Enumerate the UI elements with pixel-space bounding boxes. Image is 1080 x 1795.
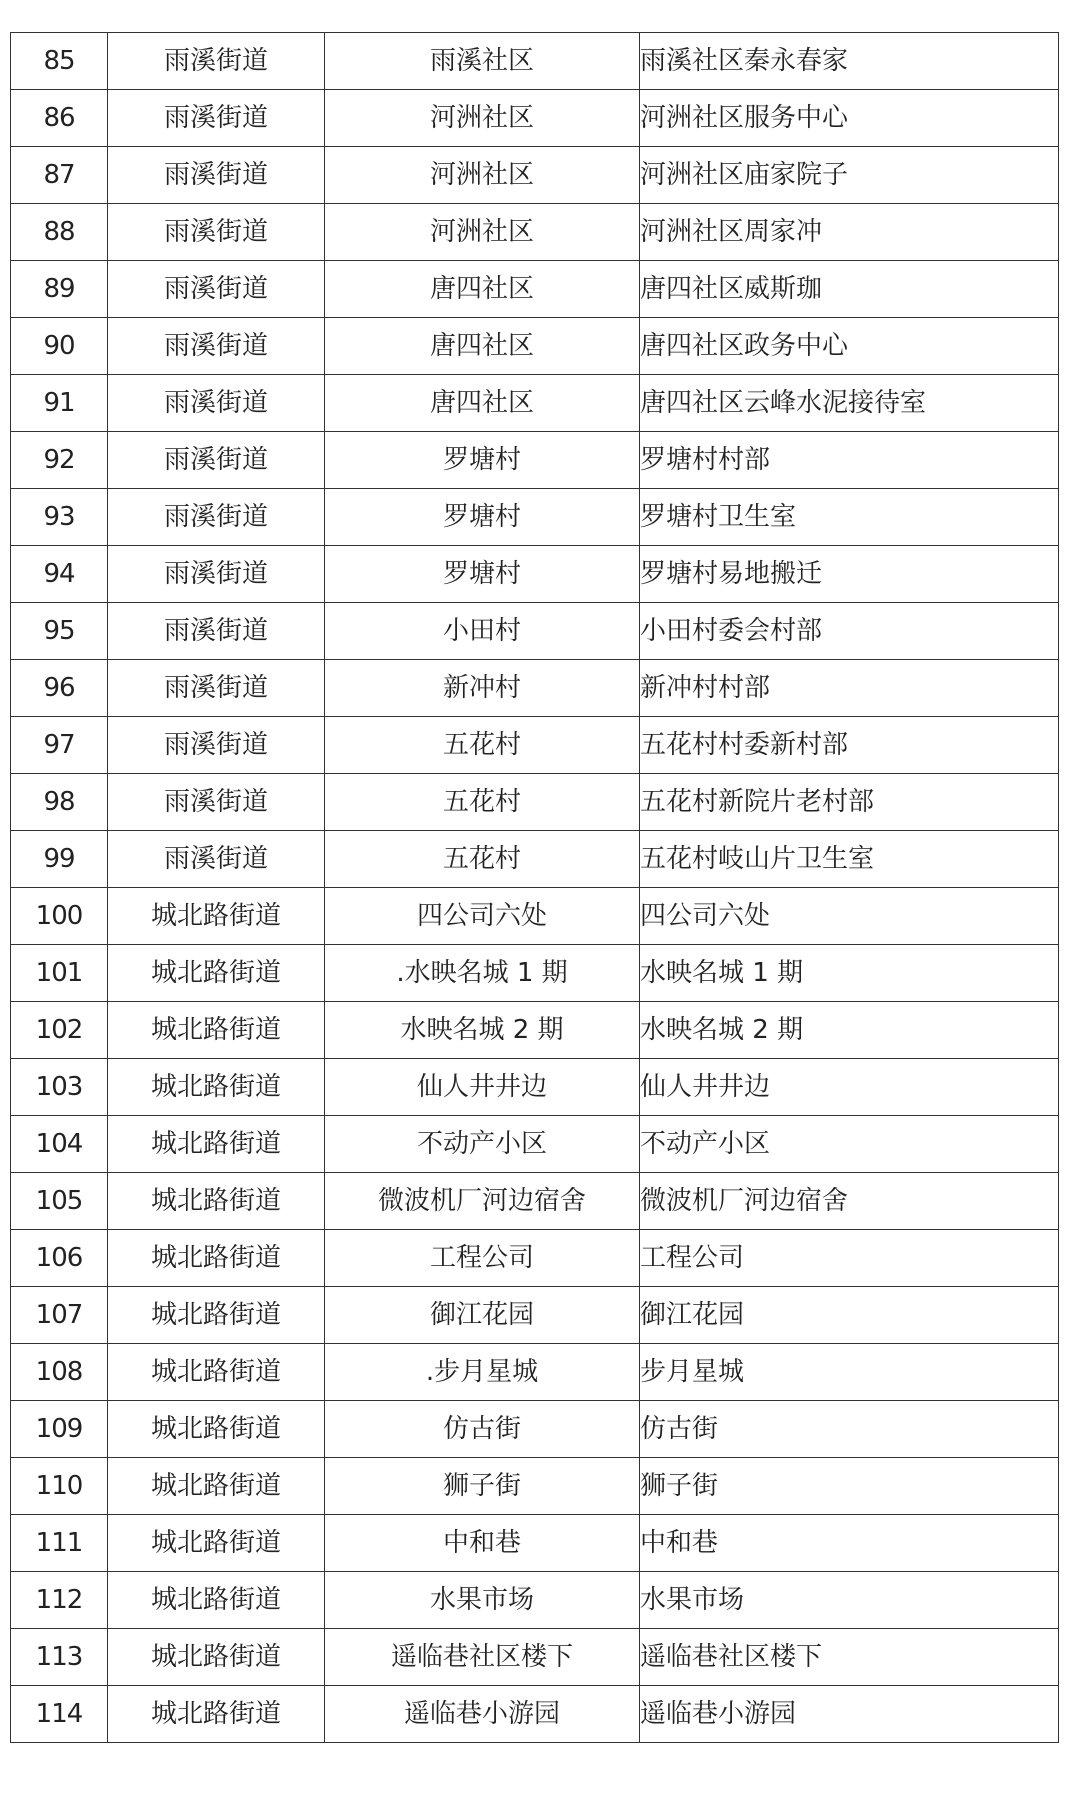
community-cell: 狮子街 bbox=[325, 1458, 640, 1515]
location-cell: 小田村委会村部 bbox=[640, 603, 1059, 660]
row-number-cell: 114 bbox=[11, 1686, 108, 1743]
table-row bbox=[11, 261, 1059, 318]
table-row bbox=[11, 831, 1059, 888]
community-cell: 罗塘村 bbox=[325, 432, 640, 489]
street-cell: 雨溪街道 bbox=[108, 546, 325, 603]
community-cell: 五花村 bbox=[325, 717, 640, 774]
table-row bbox=[11, 1572, 1059, 1629]
location-cell: 仿古街 bbox=[640, 1401, 1059, 1458]
table-row bbox=[11, 774, 1059, 831]
row-number-cell: 103 bbox=[11, 1059, 108, 1116]
street-cell: 城北路街道 bbox=[108, 1686, 325, 1743]
street-cell: 雨溪街道 bbox=[108, 204, 325, 261]
location-cell: 四公司六处 bbox=[640, 888, 1059, 945]
street-cell: 城北路街道 bbox=[108, 1401, 325, 1458]
street-cell: 城北路街道 bbox=[108, 1230, 325, 1287]
row-number-cell: 110 bbox=[11, 1458, 108, 1515]
row-number-cell: 93 bbox=[11, 489, 108, 546]
row-number-cell: 88 bbox=[11, 204, 108, 261]
row-number-cell: 95 bbox=[11, 603, 108, 660]
row-number-cell: 104 bbox=[11, 1116, 108, 1173]
row-number-cell: 100 bbox=[11, 888, 108, 945]
location-cell: 水映名城 1 期 bbox=[640, 945, 1059, 1002]
row-number-cell: 92 bbox=[11, 432, 108, 489]
street-cell: 雨溪街道 bbox=[108, 489, 325, 546]
street-cell: 雨溪街道 bbox=[108, 147, 325, 204]
street-cell: 城北路街道 bbox=[108, 1344, 325, 1401]
community-cell: 唐四社区 bbox=[325, 318, 640, 375]
community-cell: 御江花园 bbox=[325, 1287, 640, 1344]
location-cell: 仙人井井边 bbox=[640, 1059, 1059, 1116]
street-cell: 雨溪街道 bbox=[108, 660, 325, 717]
location-cell: 唐四社区云峰水泥接待室 bbox=[640, 375, 1059, 432]
community-cell: 五花村 bbox=[325, 774, 640, 831]
location-cell: 罗塘村村部 bbox=[640, 432, 1059, 489]
row-number-cell: 102 bbox=[11, 1002, 108, 1059]
street-cell: 城北路街道 bbox=[108, 1629, 325, 1686]
location-cell: 河洲社区周家冲 bbox=[640, 204, 1059, 261]
community-cell: 仙人井井边 bbox=[325, 1059, 640, 1116]
street-cell: 雨溪街道 bbox=[108, 33, 325, 90]
location-cell: 遥临巷小游园 bbox=[640, 1686, 1059, 1743]
table-row bbox=[11, 90, 1059, 147]
location-cell: 河洲社区庙家院子 bbox=[640, 147, 1059, 204]
location-cell: 不动产小区 bbox=[640, 1116, 1059, 1173]
row-number-cell: 112 bbox=[11, 1572, 108, 1629]
street-cell: 雨溪街道 bbox=[108, 432, 325, 489]
row-number-cell: 98 bbox=[11, 774, 108, 831]
community-cell: 河洲社区 bbox=[325, 90, 640, 147]
table-row bbox=[11, 204, 1059, 261]
table-row bbox=[11, 1002, 1059, 1059]
table-row bbox=[11, 888, 1059, 945]
street-cell: 城北路街道 bbox=[108, 1059, 325, 1116]
row-number-cell: 109 bbox=[11, 1401, 108, 1458]
community-cell: 河洲社区 bbox=[325, 204, 640, 261]
community-cell: 唐四社区 bbox=[325, 261, 640, 318]
location-cell: 唐四社区威斯珈 bbox=[640, 261, 1059, 318]
community-cell: 唐四社区 bbox=[325, 375, 640, 432]
community-cell: 小田村 bbox=[325, 603, 640, 660]
street-cell: 雨溪街道 bbox=[108, 318, 325, 375]
table-row bbox=[11, 945, 1059, 1002]
street-cell: 城北路街道 bbox=[108, 1002, 325, 1059]
row-number-cell: 107 bbox=[11, 1287, 108, 1344]
row-number-cell: 113 bbox=[11, 1629, 108, 1686]
location-cell: 罗塘村卫生室 bbox=[640, 489, 1059, 546]
location-cell: 唐四社区政务中心 bbox=[640, 318, 1059, 375]
location-cell: 狮子街 bbox=[640, 1458, 1059, 1515]
location-table bbox=[10, 32, 1059, 1743]
community-cell: 微波机厂河边宿舍 bbox=[325, 1173, 640, 1230]
community-cell: 水映名城 2 期 bbox=[325, 1002, 640, 1059]
community-cell: 中和巷 bbox=[325, 1515, 640, 1572]
community-cell: 仿古街 bbox=[325, 1401, 640, 1458]
table-row bbox=[11, 1515, 1059, 1572]
community-cell: 水果市场 bbox=[325, 1572, 640, 1629]
location-cell: 微波机厂河边宿舍 bbox=[640, 1173, 1059, 1230]
community-cell: 不动产小区 bbox=[325, 1116, 640, 1173]
location-cell: 御江花园 bbox=[640, 1287, 1059, 1344]
row-number-cell: 97 bbox=[11, 717, 108, 774]
row-number-cell: 86 bbox=[11, 90, 108, 147]
community-cell: .步月星城 bbox=[325, 1344, 640, 1401]
location-cell: 新冲村村部 bbox=[640, 660, 1059, 717]
table-row bbox=[11, 33, 1059, 90]
location-cell: 中和巷 bbox=[640, 1515, 1059, 1572]
table-row bbox=[11, 318, 1059, 375]
table-row bbox=[11, 1116, 1059, 1173]
location-cell: 步月星城 bbox=[640, 1344, 1059, 1401]
row-number-cell: 99 bbox=[11, 831, 108, 888]
location-cell: 工程公司 bbox=[640, 1230, 1059, 1287]
row-number-cell: 87 bbox=[11, 147, 108, 204]
row-number-cell: 85 bbox=[11, 33, 108, 90]
table-row bbox=[11, 1344, 1059, 1401]
street-cell: 城北路街道 bbox=[108, 888, 325, 945]
location-cell: 罗塘村易地搬迁 bbox=[640, 546, 1059, 603]
table-row bbox=[11, 1287, 1059, 1344]
location-cell: 五花村村委新村部 bbox=[640, 717, 1059, 774]
row-number-cell: 94 bbox=[11, 546, 108, 603]
street-cell: 城北路街道 bbox=[108, 945, 325, 1002]
street-cell: 雨溪街道 bbox=[108, 375, 325, 432]
table-row bbox=[11, 717, 1059, 774]
community-cell: 河洲社区 bbox=[325, 147, 640, 204]
community-cell: 遥临巷社区楼下 bbox=[325, 1629, 640, 1686]
street-cell: 雨溪街道 bbox=[108, 261, 325, 318]
community-cell: 五花村 bbox=[325, 831, 640, 888]
community-cell: 工程公司 bbox=[325, 1230, 640, 1287]
street-cell: 城北路街道 bbox=[108, 1116, 325, 1173]
table-row bbox=[11, 603, 1059, 660]
row-number-cell: 90 bbox=[11, 318, 108, 375]
location-cell: 水果市场 bbox=[640, 1572, 1059, 1629]
street-cell: 城北路街道 bbox=[108, 1458, 325, 1515]
community-cell: 罗塘村 bbox=[325, 546, 640, 603]
location-cell: 五花村新院片老村部 bbox=[640, 774, 1059, 831]
table-row bbox=[11, 1686, 1059, 1743]
table-row bbox=[11, 1629, 1059, 1686]
table-body bbox=[11, 33, 1059, 1743]
row-number-cell: 89 bbox=[11, 261, 108, 318]
community-cell: 新冲村 bbox=[325, 660, 640, 717]
street-cell: 雨溪街道 bbox=[108, 603, 325, 660]
location-cell: 五花村岐山片卫生室 bbox=[640, 831, 1059, 888]
table-row bbox=[11, 1401, 1059, 1458]
community-cell: .水映名城 1 期 bbox=[325, 945, 640, 1002]
community-cell: 雨溪社区 bbox=[325, 33, 640, 90]
community-cell: 四公司六处 bbox=[325, 888, 640, 945]
community-cell: 遥临巷小游园 bbox=[325, 1686, 640, 1743]
table-row bbox=[11, 375, 1059, 432]
table-row bbox=[11, 1230, 1059, 1287]
street-cell: 雨溪街道 bbox=[108, 774, 325, 831]
table-row bbox=[11, 1173, 1059, 1230]
community-cell: 罗塘村 bbox=[325, 489, 640, 546]
table-row bbox=[11, 1458, 1059, 1515]
row-number-cell: 105 bbox=[11, 1173, 108, 1230]
location-cell: 雨溪社区秦永春家 bbox=[640, 33, 1059, 90]
table-row bbox=[11, 546, 1059, 603]
row-number-cell: 91 bbox=[11, 375, 108, 432]
table-row bbox=[11, 660, 1059, 717]
table-row bbox=[11, 489, 1059, 546]
row-number-cell: 96 bbox=[11, 660, 108, 717]
location-cell: 河洲社区服务中心 bbox=[640, 90, 1059, 147]
location-cell: 水映名城 2 期 bbox=[640, 1002, 1059, 1059]
row-number-cell: 101 bbox=[11, 945, 108, 1002]
street-cell: 雨溪街道 bbox=[108, 831, 325, 888]
row-number-cell: 106 bbox=[11, 1230, 108, 1287]
street-cell: 雨溪街道 bbox=[108, 717, 325, 774]
row-number-cell: 108 bbox=[11, 1344, 108, 1401]
street-cell: 城北路街道 bbox=[108, 1572, 325, 1629]
location-cell: 遥临巷社区楼下 bbox=[640, 1629, 1059, 1686]
row-number-cell: 111 bbox=[11, 1515, 108, 1572]
street-cell: 雨溪街道 bbox=[108, 90, 325, 147]
street-cell: 城北路街道 bbox=[108, 1173, 325, 1230]
street-cell: 城北路街道 bbox=[108, 1515, 325, 1572]
table-row bbox=[11, 147, 1059, 204]
street-cell: 城北路街道 bbox=[108, 1287, 325, 1344]
table-row bbox=[11, 1059, 1059, 1116]
table-row bbox=[11, 432, 1059, 489]
